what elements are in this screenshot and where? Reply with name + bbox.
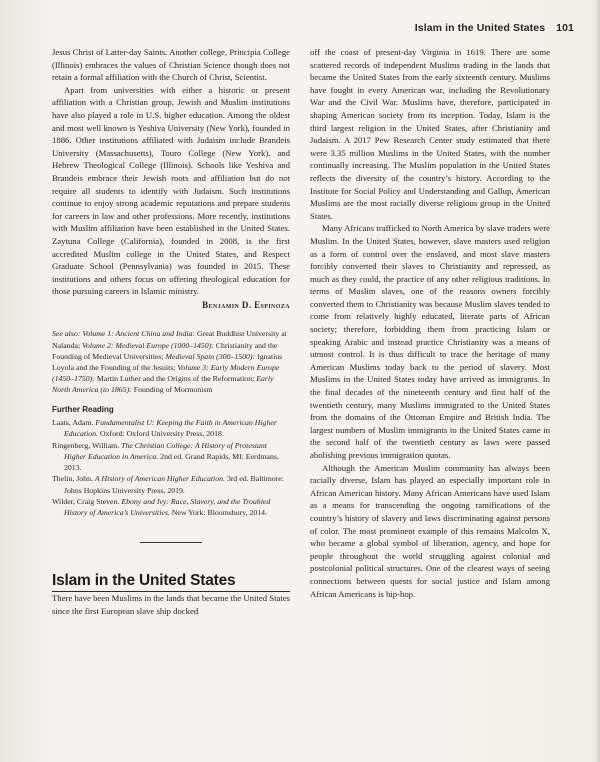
- reference-title: A History of American Higher Education.: [94, 474, 225, 484]
- page-edge-shadow: [594, 0, 600, 762]
- body-paragraph: Many Africans trafficked to North America by slave traders were Muslim. In the United States, however, slave masters used religion as a form of control over the enslaved, and most slave masters forcibly converted their slaves to Christianity and repressed, as much as they could, the practice of any other religious traditions. In terms of Muslim slaves, one of the reasons owners forcibly converted them to Christianity was because Muslim slaves tended to come from relatively highly educated, literate parts of African society; therefore, forbidding them from practicing Islam or speaking Arabic and instead practice Christianity was a means of utmost control. It is thus difficult to trace the heritage of many American Muslims today back to the period of slavery. Most Muslims in the United States today have arrived as immigrants. In the final decades of the nineteenth century and first half of the twentieth century, many Muslims immigrated to the United States from the domains of the Ottoman Empire and British India. The largest numbers of Muslim immigrants to the United States came in the second half of the twentieth century as laws were passed abolishing previous immigration quotas.: [310, 223, 550, 460]
- reference-entry: [52, 440, 290, 474]
- see-also-volume-title: Early North America (to 1865):: [52, 374, 274, 395]
- reference-publisher: New York: Bloomsbury, 2014.: [171, 507, 268, 517]
- see-also-volume-title: Volume 1: Ancient China and India:: [82, 329, 196, 339]
- left-column: [52, 46, 290, 617]
- reference-publisher: 2nd ed. Grand Rapids, MI: Eerdmans, 2013.: [64, 451, 279, 473]
- reference-author: Thelin, John.: [52, 474, 93, 484]
- reference-author: Laats, Adam.: [52, 418, 94, 428]
- body-paragraph: Although the American Muslim community has always been racially diverse, Islam has played an especially important role in African American history. Many African Americans have used Islam as a means for transcending the ongoing ramifications of the country’s history of slavery and laws discriminating against persons of color. The most prominent example of this remains Malcolm X, who became a global symbol of liberation, agency, and hope for people throughout the world struggling against colonial and postcolonial political structures. One of the clearest ways of seeing connections between quests for social justice and Islam among African Americans is hip-hop.: [310, 462, 550, 599]
- further-reading-list: [52, 417, 290, 518]
- reference-entry: [52, 473, 290, 495]
- further-reading-heading: Further Reading: [52, 404, 114, 414]
- section-title: Islam in the United States: [52, 572, 236, 590]
- article-author: Benjamin D. Espinoza: [202, 299, 290, 310]
- see-also-volume-title: Volume 2: Medieval Europe (1000–1450):: [82, 340, 214, 350]
- body-paragraph: Jesus Christ of Latter-day Saints. Another college, Principia College (Illinois) embraces the values of Christian Science though does not retain a formal affiliation with the Church of Christ, Scientist.: [52, 47, 290, 83]
- see-also-label: See also:: [52, 329, 81, 339]
- section-divider: [140, 542, 202, 543]
- reference-title: Fundamentalist U: Keeping the Faith in American Higher Education.: [64, 418, 277, 439]
- see-also-volume-title: Volume 3: Early Modern Europe (1450–1750):: [52, 363, 280, 384]
- see-also-entry: Martin Luther and the Origins of the Reformation;: [96, 374, 255, 384]
- right-column: [310, 46, 550, 600]
- body-paragraph: Apart from universities with either a historic or present affiliation with a Christian group, Jewish and Muslim institutions have also played a role in U.S. higher education. Among the oldest and most well known is Yeshiva University (New York), founded in 1886. Other institutions affiliated with Judaism include Brandeis University (Massachusetts), Touro College (New York), and Hebrew Theological College (Illinois). Schools like Yeshiva and Brandeis embrace their Jewish roots and affiliation but do not require all students to identify with Judaism. Such institutions continue to enjoy strong academic reputations and prepare students for careers in law and other professions. More recently, institutions with Muslim affiliation have been established in the United States. Zaytuna College (California), founded in 2008, is the first accredited Muslim college in the United States, and Respect Graduate School (Pennsylvania) was founded in 2015. These institutions and others focus on offering theological education for those pursuing careers in Islamic ministry.: [52, 84, 290, 297]
- page-number: 101: [556, 22, 574, 34]
- reference-title: The Christian College: A History of Protestant Higher Education in America.: [64, 440, 267, 461]
- see-also-block: [52, 328, 290, 395]
- see-also-entry: Founding of Mormonism: [133, 385, 213, 395]
- reference-entry: [52, 496, 290, 518]
- reference-publisher: Oxford: Oxford University Press, 2018.: [99, 429, 224, 439]
- see-also-volume-title: Medieval Spain (300–1500):: [165, 351, 256, 361]
- body-paragraph: off the coast of present-day Virginia in 1619. There are some scattered records of independent Muslims trading in the lands that became the United States from the early sixteenth century. Muslims have fought in every American war, including the Revolutionary War and the Civil War. Muslims have, therefore, participated in shaping American society from its inception. Today, Islam is the third largest religion in the United States, after Christianity and Judaism. A 2017 Pew Research Center study estimated that there were 3.35 million Muslims in the United States, with the number continually increasing. The Muslim population in the United States reflects the diversity of the country’s history. According to the Institute for Social Policy and Understanding and Gallup, American Muslims are the most racially diverse religious group in the United States.: [310, 47, 550, 221]
- reference-publisher: 3rd ed. Baltimore: Johns Hopkins University Press, 2019.: [64, 474, 284, 495]
- reference-author: Wilder, Craig Steven.: [52, 496, 120, 506]
- see-also-entry: Great Buddhist University at Nalanda;: [52, 329, 287, 350]
- see-also-entry: Christianity and the Founding of Medieval Universities;: [52, 340, 278, 361]
- see-also-entry: Ignatius Loyola and the Founding of the Jesuits;: [52, 351, 283, 373]
- section-intro-paragraph: There have been Muslims in the lands that became the United States since the first European slave ship docked: [52, 593, 290, 616]
- running-header-title: Islam in the United States: [414, 22, 546, 34]
- reference-author: Ringenberg, William.: [52, 440, 120, 450]
- reference-title: Ebony and Ivy: Race, Slavery, and the Troubled History of America’s Universities.: [64, 496, 271, 517]
- reference-entry: [52, 417, 290, 439]
- running-header: [415, 22, 574, 34]
